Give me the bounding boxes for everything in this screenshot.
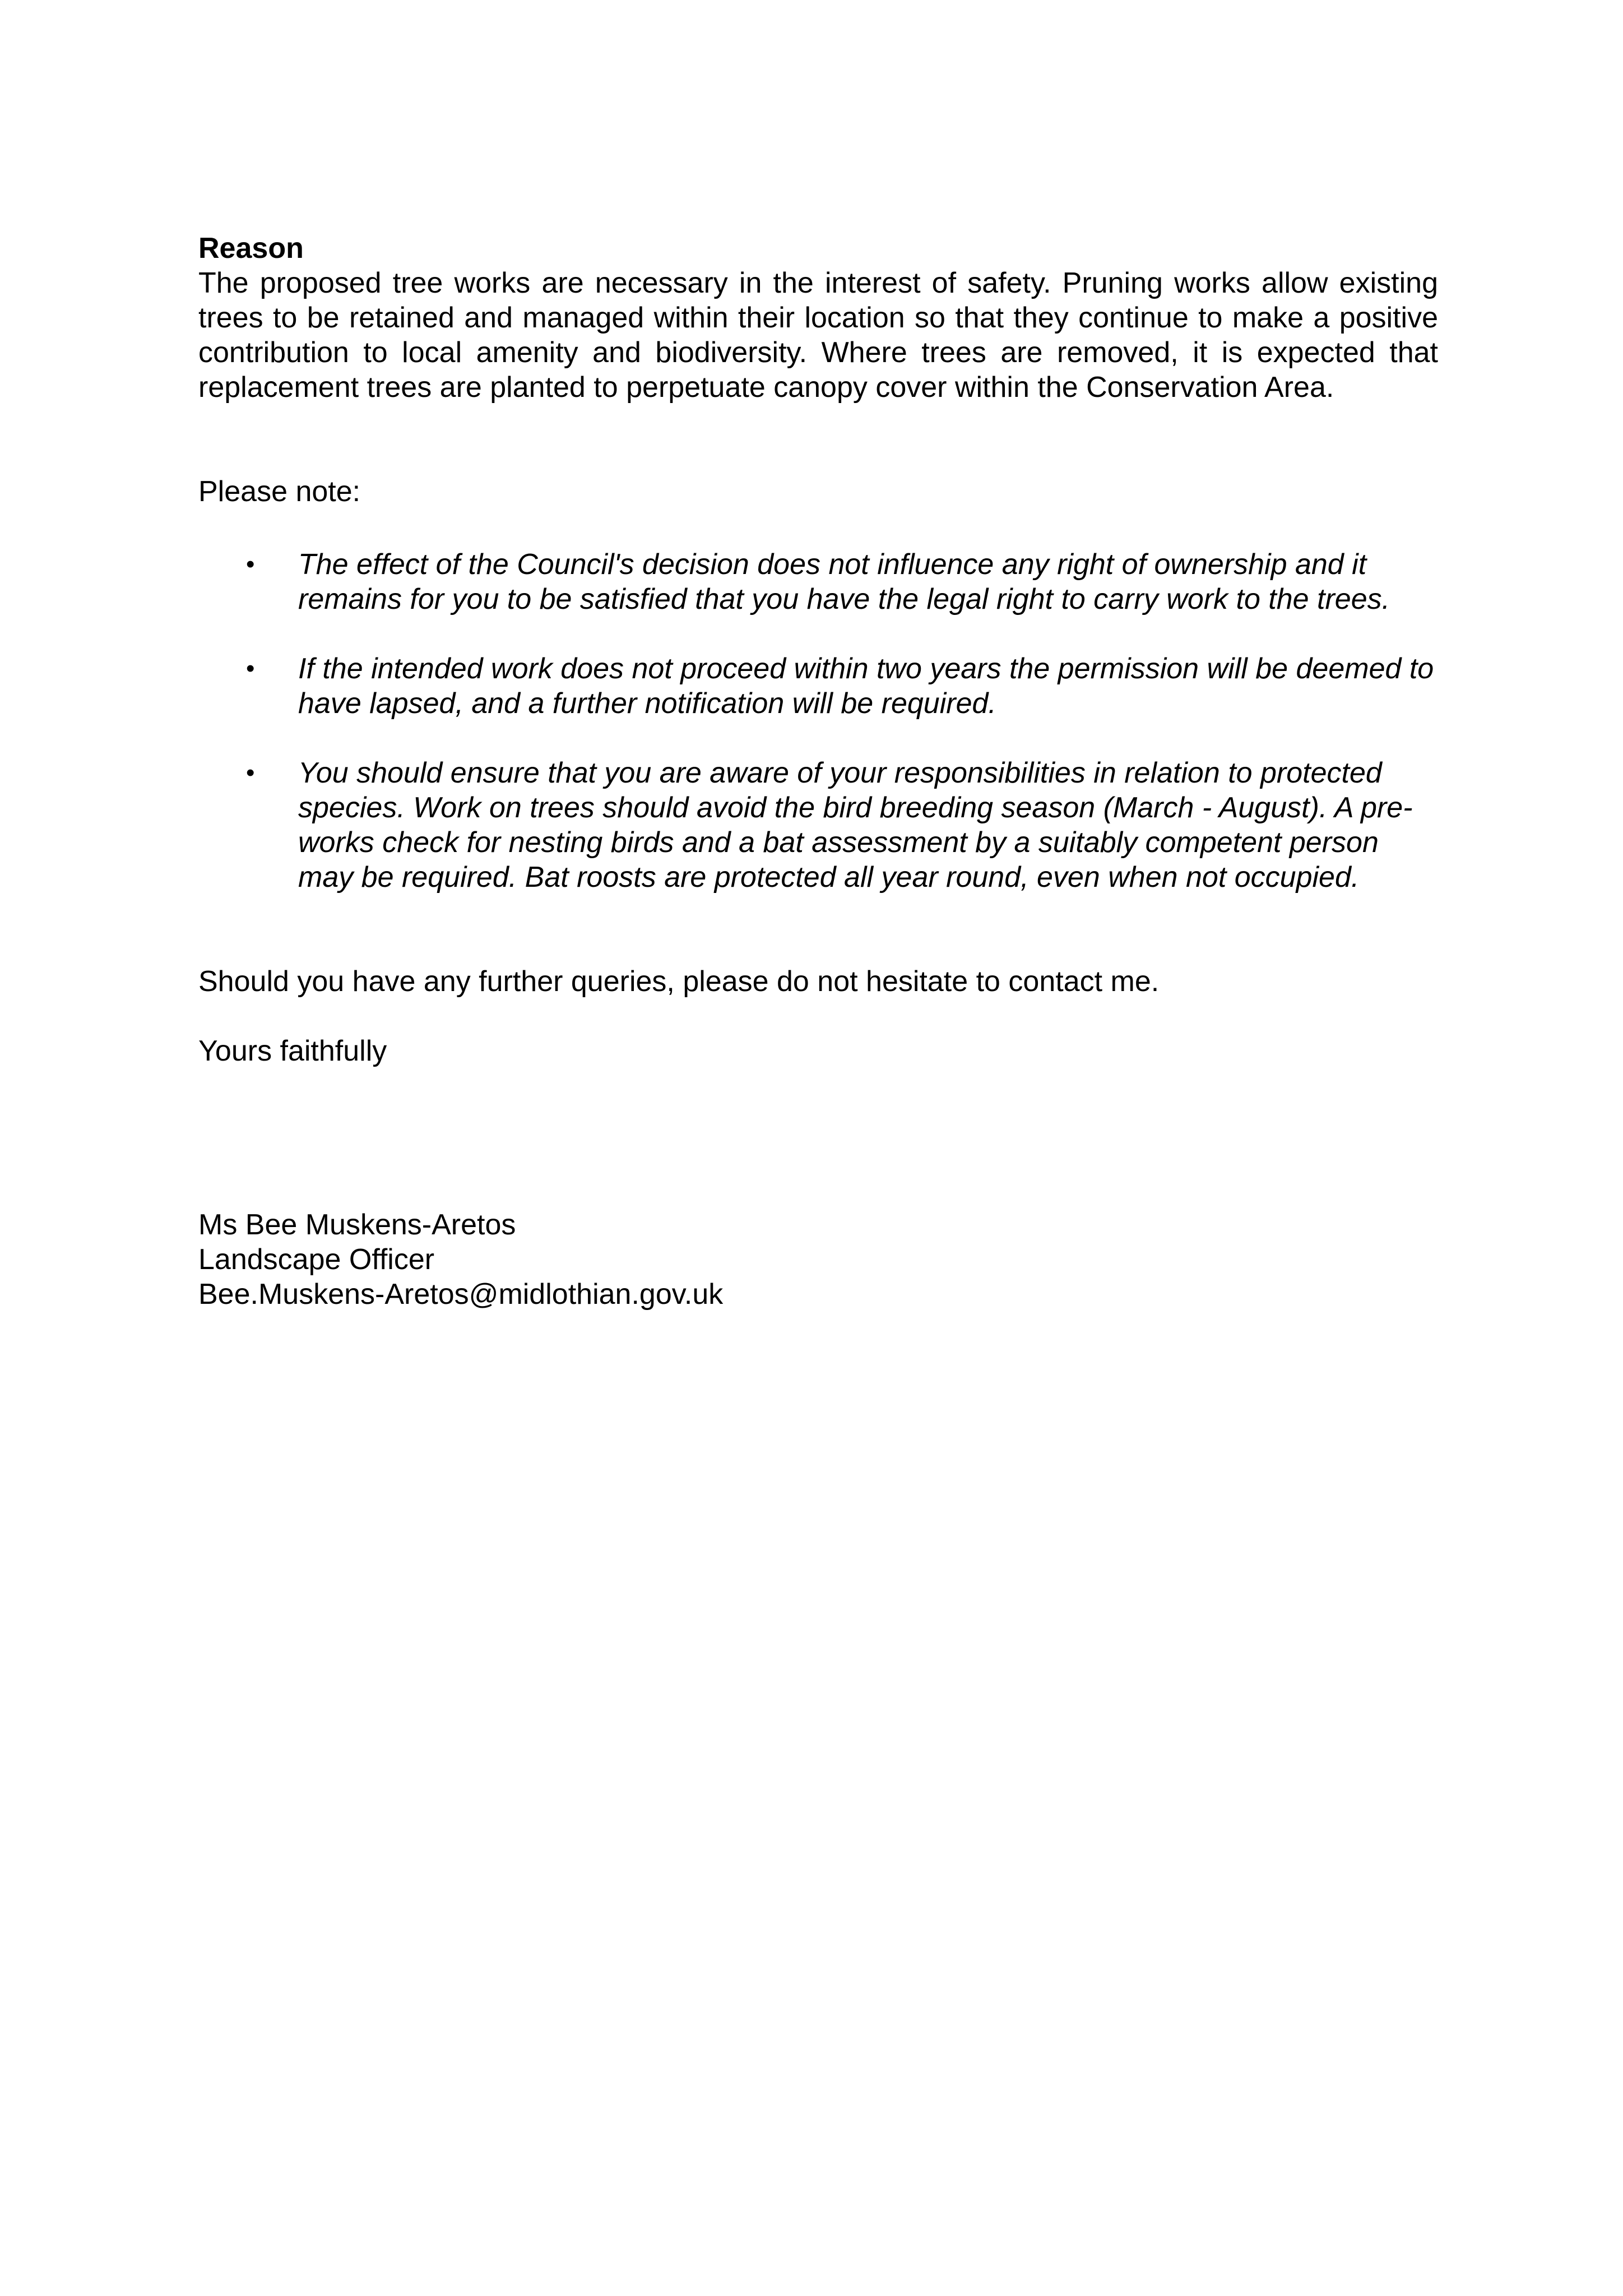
list-item: [198, 756, 1438, 895]
list-item: [198, 547, 1438, 617]
signatory-email: Bee.Muskens-Aretos@midlothian.gov.uk: [198, 1278, 724, 1311]
note-text: You should ensure that you are aware of your responsibilities in relation to protected species. Work on trees should avoid the bird breeding season (March - August). A pre-works check for nesting birds and a bat assessment by a suitably competent person may be required. Bat roosts are protected all year round, even when not occupied.: [298, 757, 1413, 894]
reason-heading: Reason: [198, 232, 304, 265]
letter-page: [198, 231, 1438, 1312]
queries-text: Should you have any further queries, please do not hesitate to contact me.: [198, 965, 1160, 998]
signatory-name: Ms Bee Muskens-Aretos: [198, 1209, 516, 1241]
note-text: The effect of the Council's decision does not influence any right of ownership and it remains for you to be satisfied that you have the legal right to carry work to the trees.: [298, 548, 1390, 615]
notes-list: [198, 547, 1438, 895]
notes-intro: Please note:: [198, 475, 361, 508]
list-item: [198, 651, 1438, 721]
bullet-icon: •: [246, 655, 255, 682]
bullet-icon: •: [246, 759, 255, 786]
signatory-title: Landscape Officer: [198, 1243, 435, 1276]
signature-block: [198, 1207, 1438, 1312]
bullet-icon: •: [246, 550, 255, 578]
signoff-text: Yours faithfully: [198, 1035, 387, 1067]
note-text: If the intended work does not proceed within two years the permission will be deemed to have lapsed, and a further notification will be required.: [298, 652, 1434, 720]
reason-body: The proposed tree works are necessary in the interest of safety. Pruning works allow existing trees to be retained and managed within their location so that they continue to make a positive contribution to local amenity and biodiversity. Where trees are removed, it is expected that replacement trees are planted to perpetuate canopy cover within the Conservation Area.: [198, 267, 1438, 404]
